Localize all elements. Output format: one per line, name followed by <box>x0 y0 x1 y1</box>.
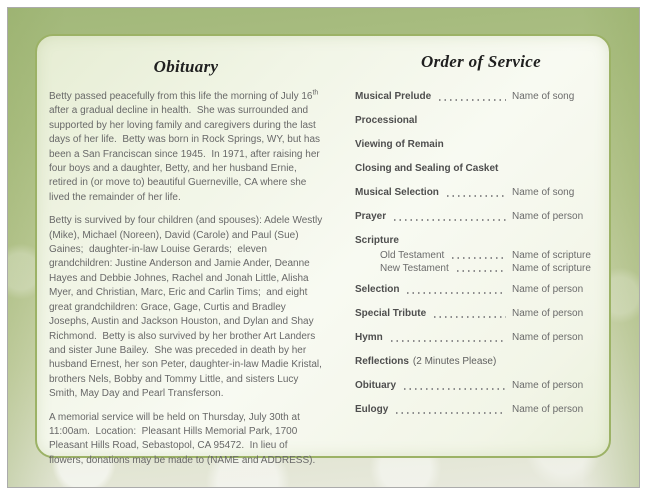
order-row-new-testament <box>355 262 607 275</box>
program-inner-panel <box>35 34 611 466</box>
order-value: Name of person <box>512 211 584 222</box>
order-row-musical-prelude <box>355 90 607 104</box>
order-row-old-testament <box>355 249 607 262</box>
order-value: Name of scripture <box>512 250 591 261</box>
dotted-leader <box>439 99 506 101</box>
obituary-paragraph-3: A memorial service will be held on Thursday, July 30th at 11:00am. Location: Pleasant Hills Memorial Park, 1700 Pleasant Hills Road, Sebastopol, CA 95472. In lieu of flowers, donations may be made to (NAME and ADDRESS). <box>49 411 316 466</box>
obituary-paragraph-1 <box>49 90 323 205</box>
order-label: Musical Prelude <box>355 91 432 102</box>
order-row-musical-selection <box>355 186 607 200</box>
dotted-leader <box>447 195 506 197</box>
order-value: Name of person <box>512 332 584 343</box>
program-card-background <box>7 7 640 488</box>
dotted-leader <box>434 316 506 318</box>
dotted-leader <box>396 412 506 414</box>
order-label: Obituary <box>355 380 397 391</box>
order-value: Name of person <box>512 404 584 415</box>
obituary-paragraph-2: Betty is survived by four children (and spouses): Adele Westly (Mike), Michael (Noreen), David (Carole) and Paul (Sue) Gaines; daughter-in-law Louise Gerards; eleven grandchildren: Justine Anderson and Jamie Ander, Deanne Hayes and Debbie Johnes, Rachel and Jonah Little, Alisha Myer, and Christian, Marc, Eric and Carlin Tims; and eight great grandchildren: Grace, Gage, Curtis and Bradley Josephs, Austin and Jackson Houston, and Dylan and Shay Richmond. Betty is also survived by her brother Art Landers and sister June Bailey. She was preceded in death by her husband Ernest, her son Peter, daughter-in-law Madie Kristal, brothers Nels, Bobby and Tommy Little, and sisters Lucy Smith, May Day and Pearl Transferson. <box>49 215 326 400</box>
order-label: Hymn <box>355 332 383 343</box>
order-label: Scripture <box>355 235 399 246</box>
order-value: Name of song <box>512 91 575 102</box>
order-label: Prayer <box>355 211 387 222</box>
order-sublabel: New Testament <box>380 263 449 274</box>
order-value: Name of song <box>512 187 575 198</box>
obituary-paragraph-1-continued: after a gradual decline in health. She was surrounded and supported by her loving family and caregivers during the last days of her life. Betty was born in Rock Springs, WY, but has been a San Franciscan since 1945. In 1971, after raising her four boys and a daughter, Betty, and her husband Ernie, retired in (or move to) beautiful Guerneville, CA where she lived the remainder of her life. <box>49 91 323 203</box>
ordinal-superscript: th <box>312 89 319 97</box>
dotted-leader <box>452 257 506 259</box>
order-label: Closing and Sealing of Casket <box>355 163 499 174</box>
order-label: Musical Selection <box>355 187 439 198</box>
obituary-column <box>49 52 326 477</box>
dotted-leader <box>407 292 506 294</box>
order-row-selection <box>355 283 607 297</box>
order-row-hymn <box>355 331 607 345</box>
order-of-service-heading: Order of Service <box>421 52 541 71</box>
obituary-heading: Obituary <box>153 57 219 76</box>
order-note: (2 Minutes Please) <box>412 356 497 367</box>
dotted-leader <box>391 340 506 342</box>
order-label: Selection <box>355 284 400 295</box>
order-row-special-tribute <box>355 307 607 321</box>
order-value: Name of person <box>512 308 584 319</box>
order-label: Eulogy <box>355 404 389 415</box>
obituary-paragraph-1-text: Betty passed peacefully from this life the morning of July 16 <box>49 91 313 102</box>
dotted-leader <box>457 270 506 272</box>
order-row-processional <box>355 114 607 128</box>
order-row-scripture <box>355 234 607 248</box>
order-of-service-column <box>355 52 607 427</box>
order-label: Processional <box>355 115 418 126</box>
order-row-viewing-of-remain <box>355 138 607 152</box>
order-value: Name of person <box>512 380 584 391</box>
order-sublabel: Old Testament <box>380 250 445 261</box>
dotted-leader <box>394 219 506 221</box>
order-row-closing-and-sealing <box>355 162 607 176</box>
order-row-eulogy <box>355 403 607 417</box>
order-row-reflections <box>355 355 607 369</box>
order-value: Name of person <box>512 284 584 295</box>
order-row-prayer <box>355 210 607 224</box>
order-value: Name of scripture <box>512 263 591 274</box>
order-row-obituary <box>355 379 607 393</box>
order-label: Reflections <box>355 356 409 367</box>
order-label: Viewing of Remain <box>355 139 444 150</box>
order-label: Special Tribute <box>355 308 427 319</box>
dotted-leader <box>404 388 506 390</box>
